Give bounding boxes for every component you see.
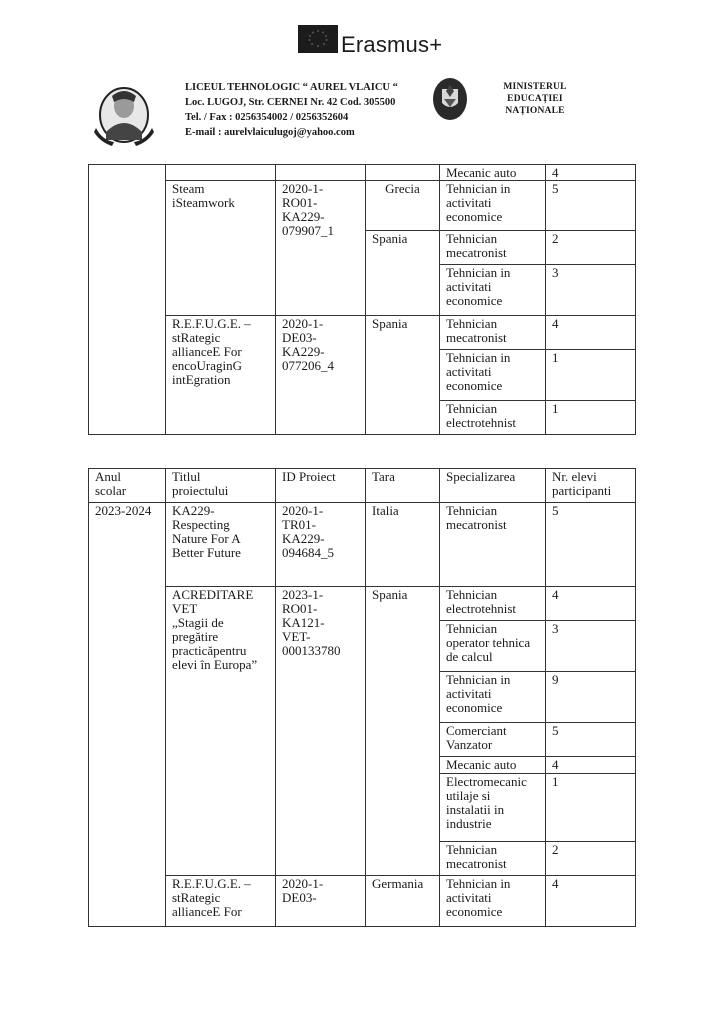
count-cell: 2 [546,842,636,876]
table-row [89,181,636,231]
count-cell: 5 [546,723,636,757]
title-cell: Steam iSteamwork [166,181,276,316]
specialization-cell: Mecanic auto [440,165,546,181]
table-row [89,587,636,621]
specialization-cell: Tehnician mecatronist [440,842,546,876]
id-cell: 2023-1- RO01- KA121- VET- 000133780 [276,587,366,876]
count-cell: 5 [546,503,636,587]
mobility-table-continued [88,164,636,435]
specialization-cell: Electromecanic utilaje si instalatii in industrie [440,774,546,842]
header-id: ID Proiect [276,469,366,503]
country-cell: Spania [366,587,440,876]
specialization-cell: Tehnician in activitati economice [440,181,546,231]
count-cell: 3 [546,621,636,672]
specialization-cell: Comerciant Vanzator [440,723,546,757]
title-cell [166,165,276,181]
id-cell [276,165,366,181]
ministry-name [480,81,590,117]
specialization-cell: Tehnician electrotehnist [440,401,546,435]
country-cell: Spania [366,231,440,316]
header-count: Nr. elevi participanti [546,469,636,503]
title-cell: R.E.F.U.G.E. – stRategic allianceE For [166,876,276,927]
header-country: Tara [366,469,440,503]
table-row [89,503,636,587]
coat-of-arms-icon [432,77,468,121]
count-cell: 1 [546,774,636,842]
specialization-cell: Tehnician in activitati economice [440,876,546,927]
ministry-line-2: NAȚIONALE [505,106,565,116]
id-cell: 2020-1- DE03- [276,876,366,927]
header-title: Titlul proiectului [166,469,276,503]
count-cell: 2 [546,231,636,265]
specialization-cell: Tehnician mecatronist [440,231,546,265]
count-cell: 4 [546,757,636,774]
country-cell: Germania [366,876,440,927]
header-specialization: Specializarea [440,469,546,503]
count-cell: 4 [546,165,636,181]
year-cell [89,165,166,435]
country-cell: Spania [366,316,440,435]
mobility-table-2023-2024 [88,468,636,927]
country-cell: Italia [366,503,440,587]
count-cell: 4 [546,587,636,621]
header-year: Anul scolar [89,469,166,503]
count-cell: 3 [546,265,636,316]
count-cell: 9 [546,672,636,723]
title-cell: ACREDITARE VET „Stagii de pregătire practicăpentru elevi în Europa” [166,587,276,876]
year-cell: 2023-2024 [89,503,166,927]
table-row [89,316,636,350]
school-phone: Tel. / Fax : 0256354002 / 0256352604 [185,112,349,123]
school-name: LICEUL TEHNOLOGIC “ AUREL VLAICU “ [185,82,398,93]
specialization-cell: Tehnician mecatronist [440,503,546,587]
specialization-cell: Tehnician operator tehnica de calcul [440,621,546,672]
header-row [89,469,636,503]
school-email: E-mail : aurelvlaiculugoj@yahoo.com [185,127,355,138]
specialization-cell: Tehnician in activitati economice [440,350,546,401]
specialization-cell: Mecanic auto [440,757,546,774]
table-row [89,165,636,181]
count-cell: 4 [546,316,636,350]
specialization-cell: Tehnician electrotehnist [440,587,546,621]
count-cell: 4 [546,876,636,927]
table-row [89,876,636,927]
count-cell: 5 [546,181,636,231]
id-cell: 2020-1- DE03- KA229- 077206_4 [276,316,366,435]
school-address: Loc. LUGOJ, Str. CERNEI Nr. 42 Cod. 305500 [185,97,396,108]
country-cell [366,165,440,181]
eu-stars-icon [298,25,338,53]
count-cell: 1 [546,401,636,435]
specialization-cell: Tehnician mecatronist [440,316,546,350]
erasmus-logo-text: Erasmus+ [341,32,443,57]
id-cell: 2020-1- RO01- KA229- 079907_1 [276,181,366,316]
country-cell: Grecia [366,181,440,231]
school-emblem-icon [92,84,156,150]
title-cell: KA229- Respecting Nature For A Better Future [166,503,276,587]
count-cell: 1 [546,350,636,401]
eu-flag-logo [298,25,338,53]
title-cell: R.E.F.U.G.E. – stRategic allianceE For encoUraginG intEgration [166,316,276,435]
specialization-cell: Tehnician in activitati economice [440,265,546,316]
specialization-cell: Tehnician in activitati economice [440,672,546,723]
ministry-line-1: MINISTERUL EDUCAȚIEI [503,82,567,104]
id-cell: 2020-1- TR01- KA229- 094684_5 [276,503,366,587]
